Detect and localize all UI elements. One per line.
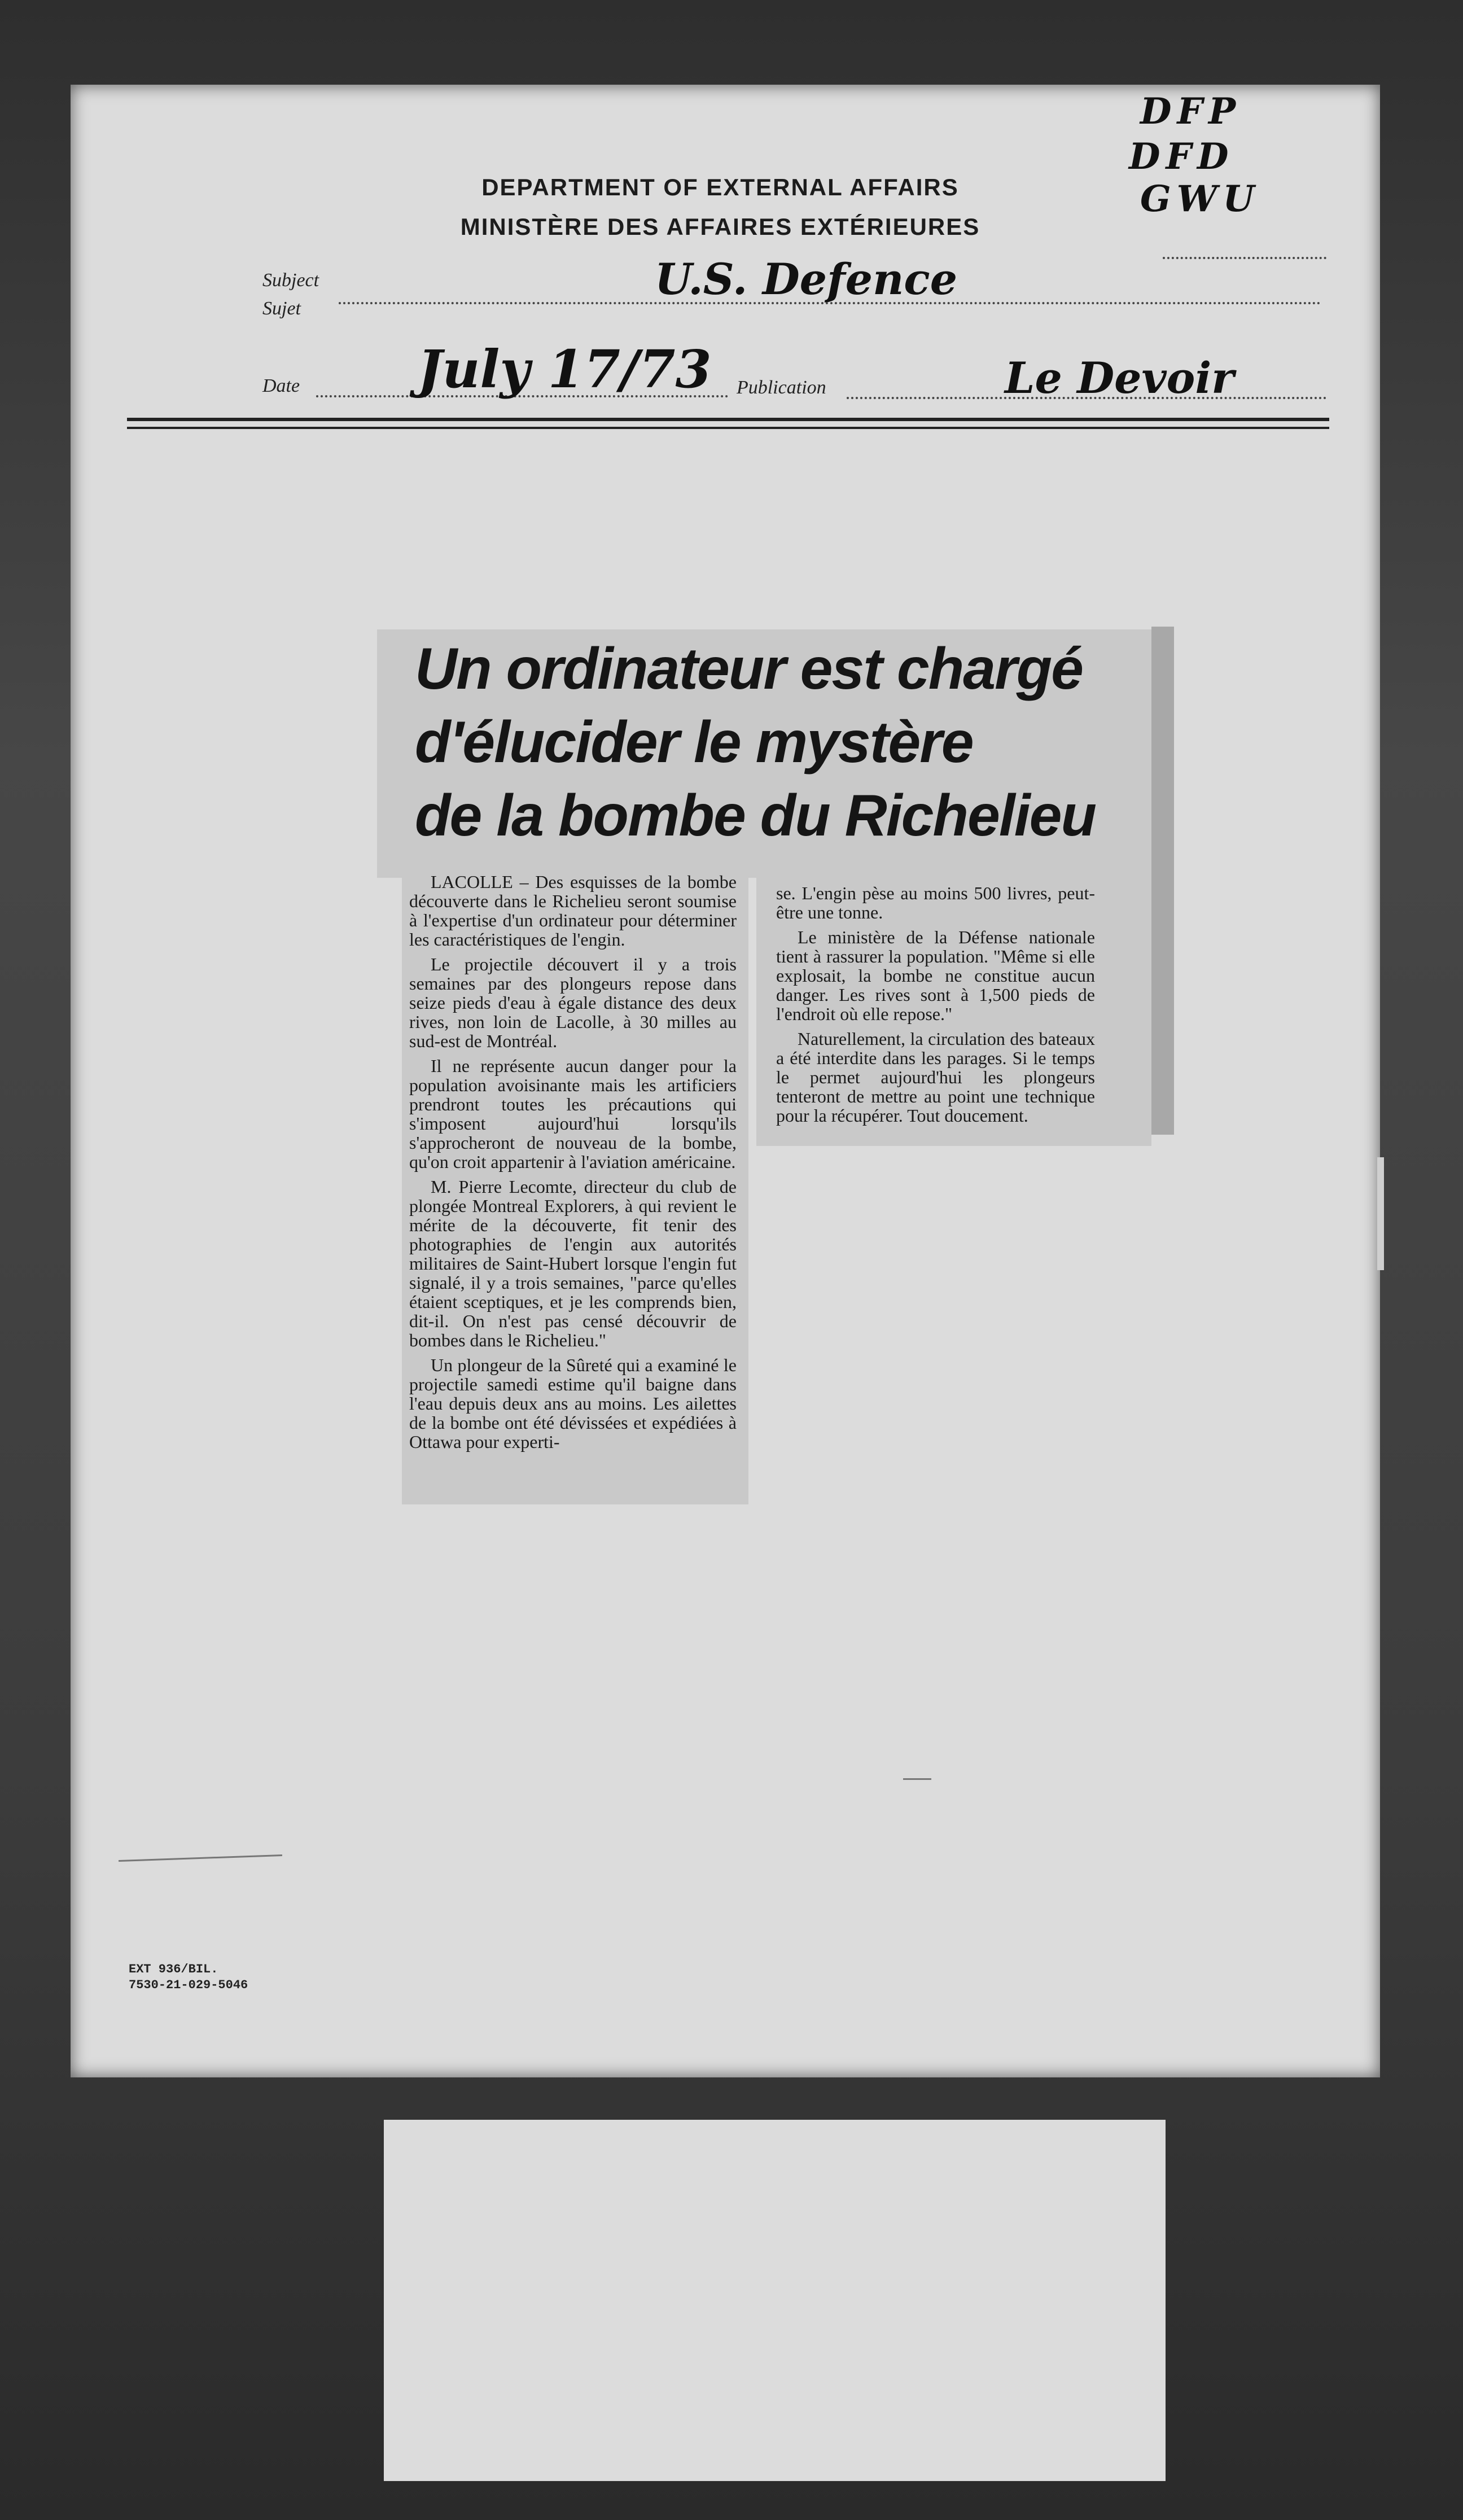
paragraph: LACOLLE – Des esquisses de la bombe découverte dans le Richelieu seront soumise à l'expertise d'un ordinateur pour déterminer les caractéristiques de l'engin. — [409, 872, 737, 950]
routing-dotted-line — [1163, 257, 1326, 259]
paragraph: M. Pierre Lecomte, directeur du club de plongée Montreal Explorers, à qui revient le mérite de la découverte, fit tenir des photographies de l'engin aux autorités militaires de Saint-Hubert lorsque l'engin fut signalé, il y a trois semaines, "parce qu'elles étaient sceptiques, et je les comprends bien, dit-il. On n'est pas censé découvrir de bombes dans le Richelieu." — [409, 1176, 737, 1350]
form-code-line-2: 7530-21-029-5046 — [129, 1978, 248, 1992]
department-title-en: DEPARTMENT OF EXTERNAL AFFAIRS — [481, 174, 959, 200]
routing-code-2: DFD — [1129, 135, 1234, 178]
form-code — [129, 1962, 248, 1993]
form-code-line-1: EXT 936/BIL. — [129, 1962, 218, 1976]
clipping-shadow-edge — [1151, 627, 1174, 1135]
paragraph: se. L'engin pèse au moins 500 livres, peut-être une tonne. — [776, 883, 1095, 922]
subject-value: U.S. Defence — [655, 254, 958, 304]
sheet-edge — [1377, 1157, 1384, 1270]
routing-code-3: GWU — [1140, 178, 1260, 220]
sujet-label: Sujet — [262, 298, 301, 319]
headline-line-2: d'élucider le mystère — [415, 710, 973, 775]
paragraph: Le projectile découvert il y a trois semaines par des plongeurs repose dans seize pieds d'eau à égale distance des deux rives, non loin de Lacolle, à 30 milles au sud-est de Montréal. — [409, 954, 737, 1051]
article-column-1 — [409, 872, 737, 1457]
headline-line-1: Un ordinateur est chargé — [415, 636, 1083, 702]
blank-card — [384, 2120, 1166, 2481]
headline-line-3: de la bombe du Richelieu — [415, 783, 1096, 848]
date-label: Date — [262, 375, 300, 396]
stray-mark — [903, 1778, 931, 1780]
paragraph: Le ministère de la Défense nationale tient à rassurer la population. "Même si elle explosait, la bombe ne constitue aucun danger. Les rives sont à 1,500 pieds de l'endroit où elle repose." — [776, 927, 1095, 1024]
article-column-2 — [776, 883, 1095, 1131]
publication-label: Publication — [737, 377, 826, 398]
department-title-fr: MINISTÈRE DES AFFAIRES EXTÉRIEURES — [460, 213, 980, 240]
date-value: July 17/73 — [418, 339, 712, 400]
article-headline — [415, 632, 1149, 852]
paragraph: Naturellement, la circulation des bateaux a été interdite dans les parages. Si le temps le permet aujourd'hui les plongeurs tenteront de mettre au point une technique pour la récupérer. Tout doucement. — [776, 1029, 1095, 1126]
header-rule-top — [127, 418, 1329, 421]
header-rule-bottom — [127, 427, 1329, 429]
routing-code-1: DFP — [1140, 90, 1242, 133]
publication-value: Le Devoir — [1005, 353, 1234, 403]
paragraph: Il ne représente aucun danger pour la population avoisinante mais les artificiers prendront toutes les précautions qui s'imposent aujourd'hui lorsqu'ils s'approcheront de nouveau de la bombe, qu'on croit appartenir à l'aviation américaine. — [409, 1056, 737, 1172]
subject-label: Subject — [262, 270, 319, 291]
paragraph: Un plongeur de la Sûreté qui a examiné le projectile samedi estime qu'il baigne dans l'eau depuis deux ans au moins. Les ailettes de la bombe ont été dévissées et expédiées à Ottawa pour experti- — [409, 1355, 737, 1452]
